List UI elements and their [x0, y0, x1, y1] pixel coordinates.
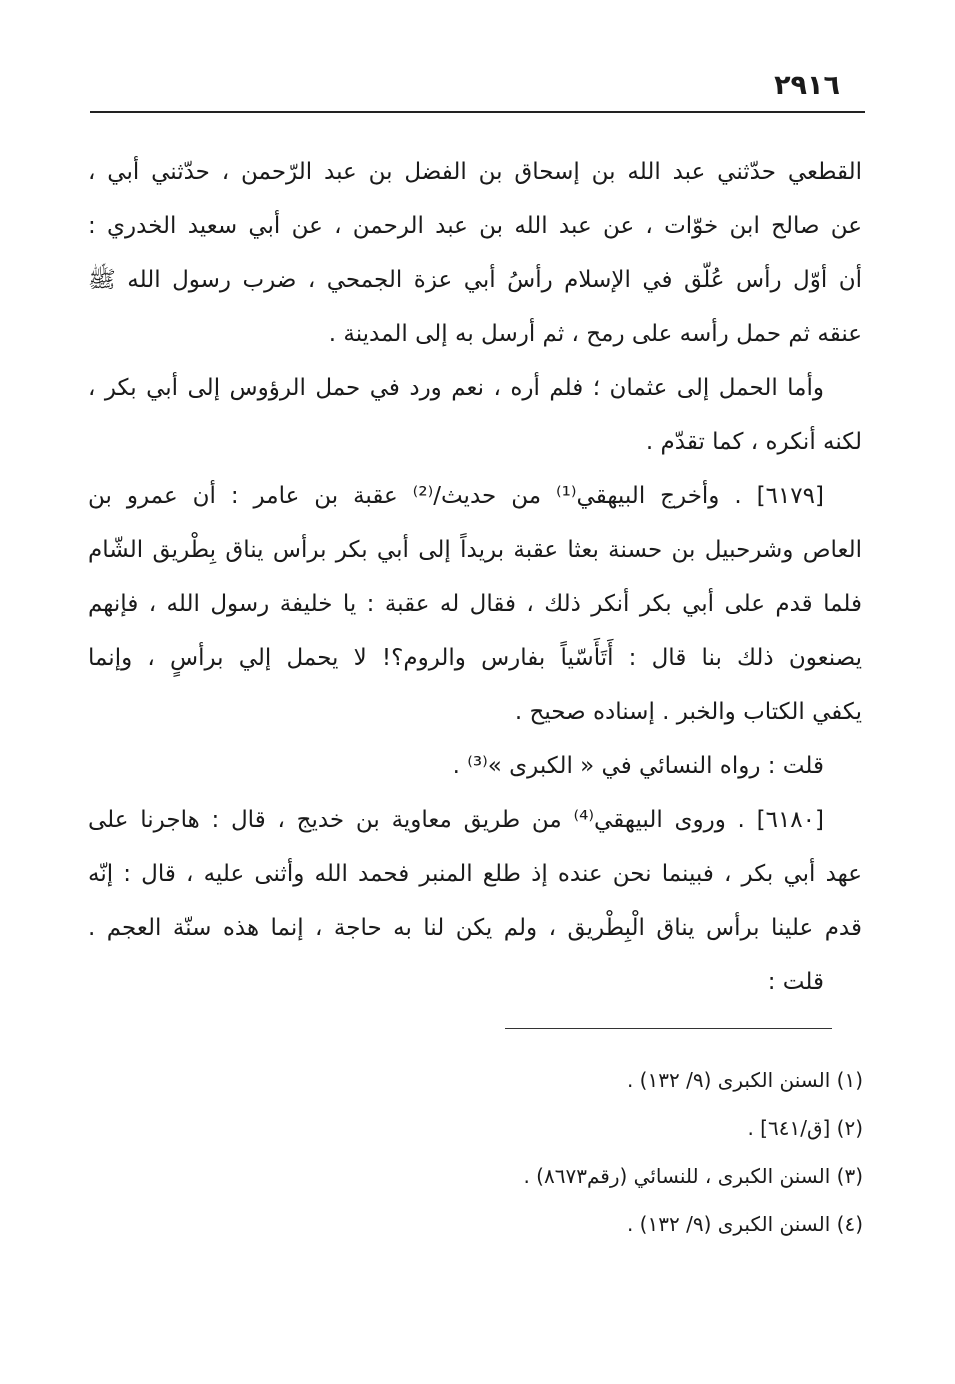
footnote-item: (١) السنن الكبرى (٩/ ١٣٢) . [626, 1068, 863, 1092]
text-line: قلت : رواه النسائي في « الكبرى »⁽³⁾ . [452, 753, 824, 779]
text-line: [٦١٧٩] . وأخرج البيهقي⁽¹⁾ من حديث/⁽²⁾ عقبة بن عامر : أن عمرو بن [88, 483, 824, 509]
footnote-item: (٣) السنن الكبرى ، للنسائي (رقم٨٦٧٣) . [523, 1164, 863, 1188]
text-line: أن أوّل رأس عُلّق في الإسلام رأسُ أبي عزة الجمحي ، ضرب رسول الله ﷺ [88, 267, 862, 293]
main-text [88, 145, 862, 1009]
text-line: العاص وشرحبيل بن حسنة بعثا عقبة بريداً إلى أبي بكر برأس يناق بِطْريق الشّام [88, 537, 862, 563]
text-line: قدم علينا برأس يناق الْبِطْريق ، ولم يكن لنا به حاجة ، إنما هذه سنّة العجم . [88, 915, 862, 941]
header-rule [90, 111, 865, 113]
text-line: فلما قدم على أبي بكر أنكر ذلك ، فقال له عقبة : يا خليفة رسول الله ، فإنهم [88, 591, 862, 617]
text-line: لكنه أنكره ، كما تقدّم . [645, 429, 862, 455]
footnotes [363, 1056, 863, 1248]
text-line: يصنعون ذلك بنا قال : أَتَأَسّياً بفارس والروم؟! لا يحمل إلي برأسٍ ، وإنما [88, 645, 862, 671]
text-line: يكفي الكتاب والخبر . إسناده صحيح . [514, 699, 862, 725]
text-line: [٦١٨٠] . وروى البيهقي⁽⁴⁾ من طريق معاوية بن خديج ، قال : هاجرنا على [88, 807, 824, 833]
footnote-item: (٢) [ق/٦٤١] . [747, 1116, 863, 1140]
page-number: ٢٩١٦ [774, 70, 840, 101]
text-line: عهد أبي بكر ، فبينما نحن عنده إذ طلع المنبر فحمد الله وأثنى عليه ، قال : إنّه [88, 861, 862, 887]
text-line: القطعي حدّثني عبد الله بن إسحاق بن الفضل بن عبد الرّحمن ، حدّثني أبي ، [88, 159, 862, 185]
footnote-item: (٤) السنن الكبرى (٩/ ١٣٢) . [626, 1212, 863, 1236]
text-line: عن صالح ابن خوّات ، عن عبد الله بن عبد الرحمن ، عن أبي سعيد الخدري : [88, 213, 862, 239]
text-line: قلت : [767, 969, 824, 995]
text-line: عنقه ثم حمل رأسه على رمح ، ثم أرسل به إلى المدينة . [328, 321, 862, 347]
text-line: وأما الحمل إلى عثمان ؛ فلم أره ، نعم ورد في حمل الرؤوس إلى أبي بكر ، [88, 375, 824, 401]
footnote-separator [505, 1028, 832, 1029]
